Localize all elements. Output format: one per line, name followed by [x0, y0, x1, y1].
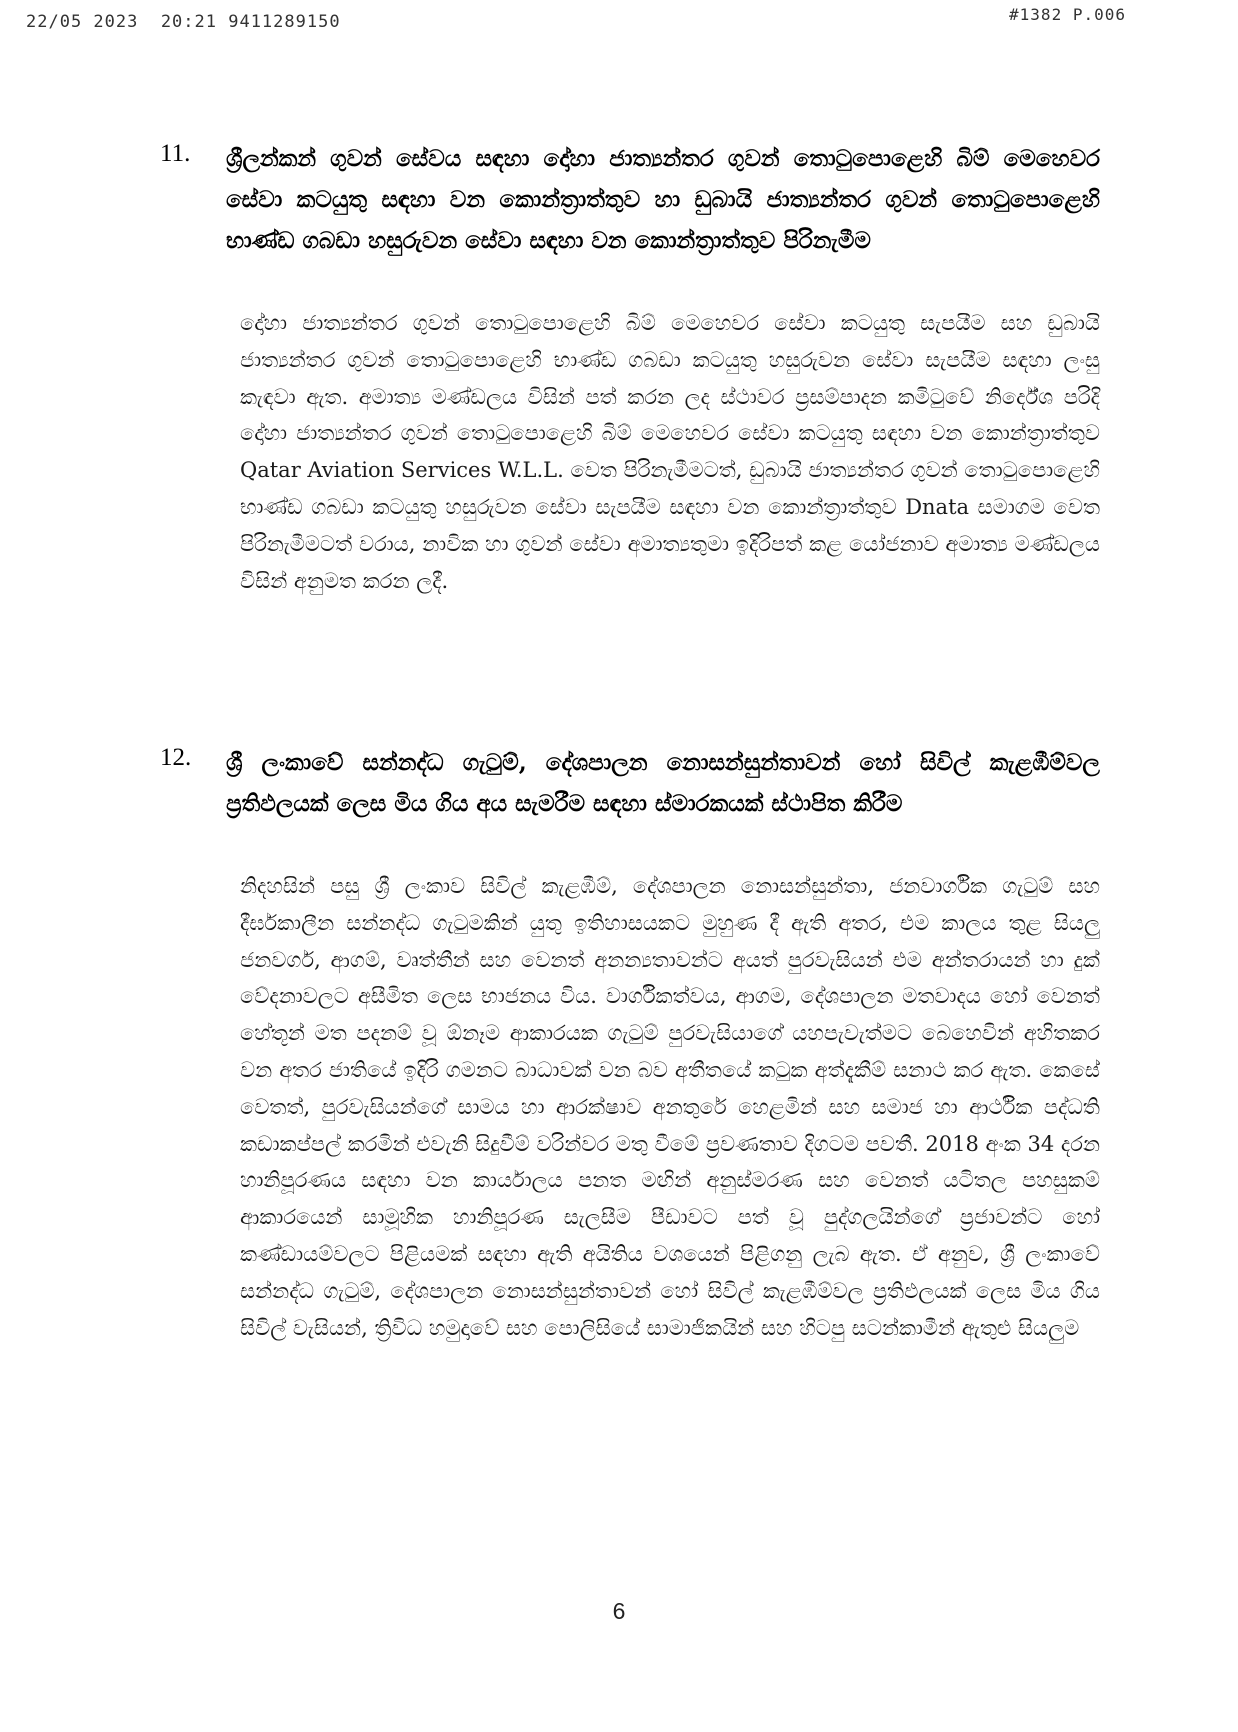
- section-body: නිදහසින් පසු ශ්‍රී ලංකාව සිවිල් කැළඹීම්, දේශපාලන නොසන්සුන්තා, ජනවාර්ගික ගැටුම් සහ දීර්ඝකාලීන සන්නද්ධ ගැටුමකින් යුතු ඉතිහාසයකට මුහුණ දී ඇති අතර, එම කාලය තුළ සියලු ජනවර්ග, ආගම්, වෘත්තීන් සහ වෙනත් අනන්‍යතාවන්ට අයත් පුරවැසියන් එම අන්තරායන් හා දුක් වේදනාවලට අසීමිත ලෙස භාජනය විය. වාර්ගිකත්වය, ආගම, දේශපාලන මතවාදය හෝ වෙනත් හේතූන් මත පදනම් වූ ඕනෑම ආකාරයක ගැටුම් පුරවැසියාගේ යහපැවැත්මට බෙහෙවින් අහිතකර වන අතර ජාතියේ ඉදිරි ගමනට බාධාවක් වන බව අතීතයේ කටුක අත්දැකීම් සනාථ කර ඇත. කෙසේ වෙතත්, පුරවැසියන්ගේ සාමය හා ආරක්ෂාව අනතුරේ හෙළමින් සහ සමාජ හා ආර්ථික පද්ධති කඩාකප්පල් කරමින් එවැනි සිදුවීම් වරින්වර මතු වීමේ ප්‍රවණතාව දිගටම පවතී. 2018 අංක 34 දරන හානිපූරණය සඳහා වන කාර්යාලය පනත මඟින් අනුස්මරණ සහ වෙනත් යටිතල පහසුකම් ආකාරයෙන් සාමූහික හානිපූරණ සැලසීම පීඩාවට පත් වූ පුද්ගලයින්ගේ ප්‍රජාවන්ට හෝ කණ්ඩායම්වලට පිළියමක් සඳහා ඇති අයිතිය වශයෙන් පිළිගනු ලැබ ඇත. ඒ අනුව, ශ්‍රී ලංකාවේ සන්නද්ධ ගැටුම්, දේශපාලන නොසන්සුන්තාවන් හෝ සිවිල් කැළඹීම්වල ප්‍රතිඵලයක් ලෙස මිය ගිය සිවිල් වැසියන්, ත්‍රිවිධ හමුදාවේ සහ පොලිසියේ සාමාජිකයින් සහ හිටපු සටන්කාමීන් ඇතුළු සියලුම: [240, 874, 1100, 1340]
- page-number: 6: [612, 1598, 626, 1624]
- section-body: දෝහා ජාත්‍යන්තර ගුවන් තොටුපොළෙහි බිම් මෙහෙවර සේවා කටයුතු සැපයීම සහ ඩුබායි ජාත්‍යන්තර ගුවන් තොටුපොළෙහි භාණ්ඩ ගබඩා කටයුතු හසුරුවන සේවා සැපයීම සඳහා ලංසු කැඳවා ඇත. අමාත්‍ය මණ්ඩලය විසින් පත් කරන ලද ස්ථාවර ප්‍රසම්පාදන කමිටුවේ නිර්දේශ පරිදි දෝහා ජාත්‍යන්තර ගුවන් තොටුපොළෙහි බිම් මෙහෙවර සේවා කටයුතු සඳහා වන කොන්ත්‍රාත්තුව Qatar Aviation Services W.L.L. වෙත පිරිනැමීමටත්, ඩුබායි ජාත්‍යන්තර ගුවන් තොටුපොළෙහි භාණ්ඩ ගබඩා කටයුතු හසුරුවන සේවා සැපයීම සඳහා වන කොන්ත්‍රාත්තුව Dnata සමාගම වෙත පිරිනැමීමටත් වරාය, නාවික හා ගුවන් සේවා අමාත්‍යතුමා ඉදිරිපත් කළ යෝජනාව අමාත්‍ය මණ්ඩලය විසින් අනුමත කරන ලදී.: [240, 311, 1100, 593]
- fax-header-page-ref: #1382 P.006: [1009, 5, 1126, 24]
- section-12: [160, 742, 1100, 1346]
- section-heading: ශ්‍රීලන්කන් ගුවන් සේවය සඳහා දෝහා ජාත්‍යන්තර ගුවන් තොටුපොළෙහි බිම් මෙහෙවර සේවා කටයුතු සඳහා වන කොන්ත්‍රාත්තුව හා ඩුබායි ජාත්‍යන්තර ගුවන් තොටුපොළෙහි භාණ්ඩ ගබඩා හසුරුවන සේවා සඳහා වන කොන්ත්‍රාත්තුව පිරිනැමීම: [226, 145, 1100, 254]
- fax-header-timestamp: 22/05 2023 20:21 9411289150: [26, 12, 341, 32]
- section-number: 11.: [160, 140, 191, 167]
- section-11: [160, 138, 1100, 599]
- section-heading: ශ්‍රී ලංකාවේ සන්නද්ධ ගැටුම්, දේශපාලන නොසන්සුන්තාවන් හෝ සිවිල් කැළඹීම්වල ප්‍රතිඵලයක් ලෙස මිය ගිය අය සැමරීම සඳහා ස්මාරකයක් ස්ථාපිත කිරීම: [226, 749, 1100, 817]
- section-number: 12.: [160, 744, 192, 771]
